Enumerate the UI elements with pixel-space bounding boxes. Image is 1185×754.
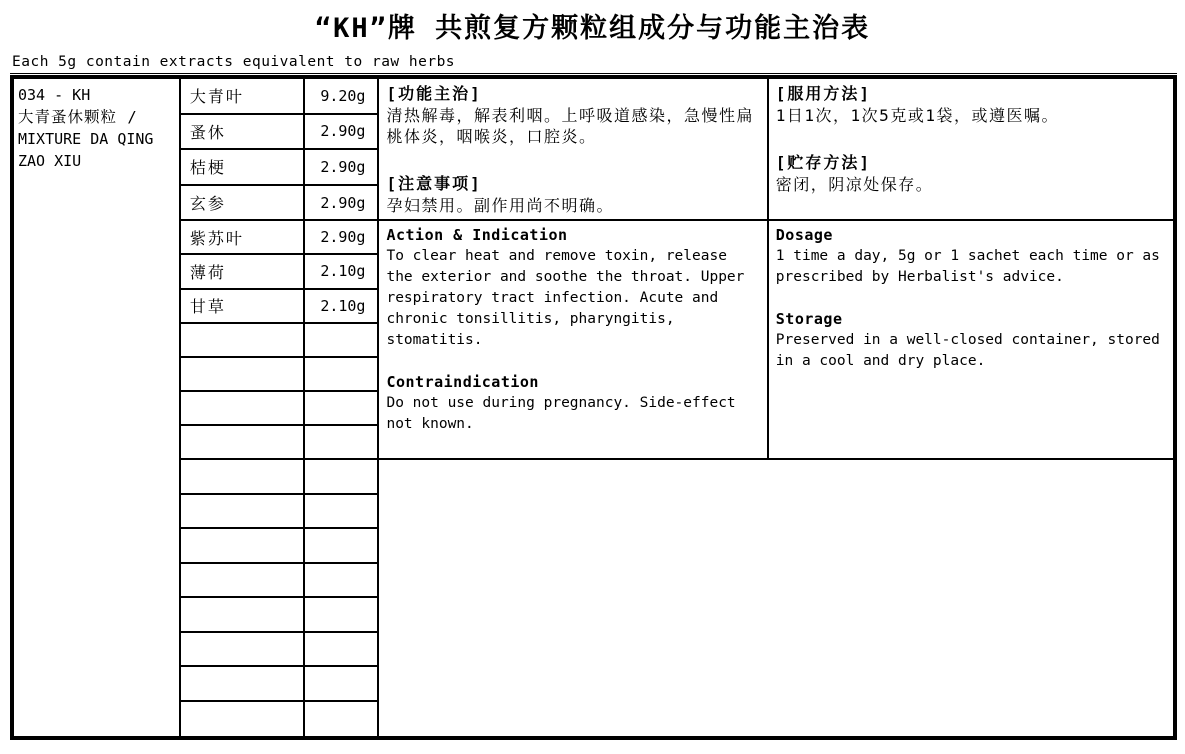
herb-amount-cell: 2.90g (305, 150, 379, 186)
cn-indication-section (379, 79, 768, 221)
herb-row-empty (181, 667, 305, 702)
herb-name-cell: 薄荷 (181, 255, 305, 289)
cn-function-body: 清热解毒，解表利咽。上呼吸道感染，急慢性扁桃体炎，咽喉炎，口腔炎。 (386, 106, 754, 146)
en-indication-section (379, 221, 768, 460)
en-storage-body: Preserved in a well-closed container, stored in a cool and dry place. (775, 332, 1160, 370)
en-contra-body: Do not use during pregnancy. Side-effect not known. (386, 395, 736, 433)
herb-name-cell: 蚤休 (181, 115, 305, 151)
en-contra-heading: Contraindication (386, 373, 539, 392)
herb-amount-cell: 2.10g (305, 255, 379, 289)
en-action-heading: Action & Indication (386, 226, 568, 245)
herb-row-empty (181, 358, 305, 392)
herb-name-cell: 甘草 (181, 290, 305, 324)
product-name-cn: 大青蚤休颗粒 / (18, 108, 138, 126)
en-dosage-heading: Dosage (775, 226, 833, 245)
herb-row-empty (305, 667, 379, 702)
herb-row-empty (181, 324, 305, 358)
composition-table (10, 75, 1177, 740)
product-code: 034 - KH (18, 86, 91, 104)
herb-row-empty (305, 529, 379, 564)
herb-amount-cell: 2.10g (305, 290, 379, 324)
herb-row-empty (181, 702, 305, 736)
herb-row-empty (181, 426, 305, 460)
herb-row-empty (181, 564, 305, 599)
herb-row-empty (181, 529, 305, 564)
en-dosage-body: 1 time a day, 5g or 1 sachet each time or as prescribed by Herbalist's advice. (775, 248, 1160, 286)
herb-row-empty (305, 633, 379, 668)
cn-caution-body: 孕妇禁用。副作用尚不明确。 (386, 196, 614, 215)
herb-row-empty (305, 426, 379, 460)
herb-amount-cell: 9.20g (305, 79, 379, 115)
herb-row-empty (305, 324, 379, 358)
cn-storage-body: 密闭，阴凉处保存。 (775, 175, 934, 194)
cn-usage-section (769, 79, 1173, 221)
herb-amount-cell: 2.90g (305, 115, 379, 151)
herb-name-cell: 紫苏叶 (181, 221, 305, 255)
cn-usage-body: 1日1次，1次5克或1袋，或遵医嘱。 (775, 106, 1059, 125)
product-name-en-line2: ZAO XIU (18, 152, 82, 170)
en-dosage-section (769, 221, 1173, 460)
herb-row-empty (305, 460, 379, 494)
subtitle-note: Each 5g contain extracts equivalent to raw herbs (10, 54, 1177, 74)
herb-row-empty (305, 392, 379, 426)
herb-row-empty (305, 495, 379, 530)
herb-row-empty (181, 495, 305, 530)
herb-name-cell: 大青叶 (181, 79, 305, 115)
herb-row-empty (305, 564, 379, 599)
herb-row-empty (181, 633, 305, 668)
herb-name-cell: 桔梗 (181, 150, 305, 186)
herb-row-empty (181, 392, 305, 426)
cn-usage-heading: [服用方法] (775, 84, 872, 103)
cn-caution-heading: [注意事项] (386, 174, 482, 193)
cn-function-heading: [功能主治] (386, 84, 482, 103)
en-storage-heading: Storage (775, 310, 843, 329)
empty-notes-area (379, 460, 1173, 736)
herb-row-empty (305, 702, 379, 736)
cn-storage-heading: [贮存方法] (775, 153, 872, 172)
en-action-body: To clear heat and remove toxin, release the exterior and soothe the throat. Upper respiratory tract infection. Acute and chronic tonsillitis, pharyngitis, stomatitis. (386, 248, 745, 349)
herb-row-empty (181, 598, 305, 632)
product-info-cell (14, 79, 181, 736)
product-name-en-line1: MIXTURE DA QING (18, 130, 154, 148)
herb-row-empty (305, 358, 379, 392)
herb-name-cell: 玄参 (181, 186, 305, 222)
herb-amount-cell: 2.90g (305, 221, 379, 255)
herb-amount-cell: 2.90g (305, 186, 379, 222)
herb-row-empty (181, 460, 305, 494)
herb-row-empty (305, 598, 379, 632)
page-title: “KH”牌 共煎复方颗粒组成分与功能主治表 (314, 13, 871, 44)
